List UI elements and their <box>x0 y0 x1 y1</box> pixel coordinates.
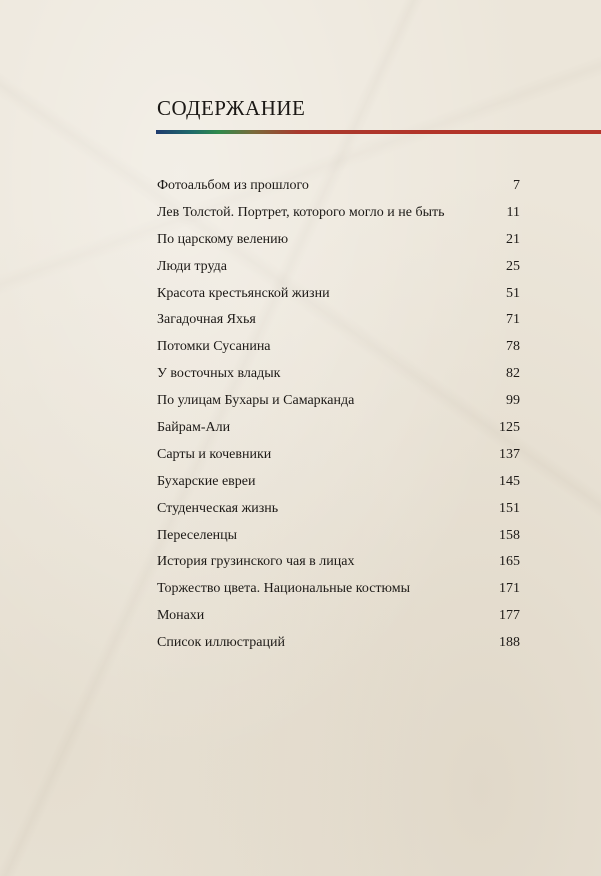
toc-entry-title: Лев Толстой. Портрет, которого могло и не быть <box>157 204 445 220</box>
toc-entry-title: Красота крестьянской жизни <box>157 285 330 301</box>
toc-entry[interactable] <box>157 203 520 230</box>
toc-entry-page: 71 <box>506 312 520 328</box>
toc-entry-title: Переселенцы <box>157 527 238 543</box>
toc-entry-page: 125 <box>499 420 520 436</box>
toc-entry-page: 188 <box>499 635 520 651</box>
toc-entry-page: 137 <box>499 446 520 462</box>
toc-entry-page: 165 <box>499 554 520 570</box>
toc-entry-title: Торжество цвета. Национальные костюмы <box>157 581 411 597</box>
toc-entry[interactable] <box>157 337 520 364</box>
toc-entry-page: 82 <box>506 366 520 382</box>
toc-entry-title: Бухарские евреи <box>157 473 256 489</box>
toc-entry[interactable] <box>157 418 520 445</box>
toc-entry-title: Байрам-Али <box>157 420 231 436</box>
toc-entry[interactable] <box>157 445 520 472</box>
toc-entry-page: 7 <box>513 178 520 193</box>
toc-entry-page: 171 <box>499 581 520 597</box>
toc-entry-title: Студенческая жизнь <box>157 500 279 516</box>
toc-entry[interactable] <box>157 176 520 203</box>
toc-entry-page: 145 <box>499 473 520 489</box>
toc-entry-page: 21 <box>506 231 520 247</box>
toc-entry[interactable] <box>157 472 520 499</box>
toc-entry-page: 158 <box>499 527 520 543</box>
toc-entry-page: 99 <box>506 393 520 409</box>
toc-entry[interactable] <box>157 526 520 553</box>
toc-entry-title: По царскому велению <box>157 231 289 247</box>
page-title: СОДЕРЖАНИЕ <box>157 96 306 120</box>
toc-entry[interactable] <box>157 606 520 633</box>
toc-entry[interactable] <box>157 364 520 391</box>
toc-entry-title: Люди труда <box>157 258 227 274</box>
toc-entry-page: 78 <box>506 339 520 355</box>
toc-entry[interactable] <box>157 552 520 579</box>
toc-entry-page: 25 <box>506 258 520 274</box>
toc-entry-page: 151 <box>499 500 520 516</box>
toc-entry-page: 51 <box>506 285 520 301</box>
toc-entry-title: Загадочная Яхья <box>157 312 256 328</box>
toc-entry-title: Потомки Сусанина <box>157 339 271 355</box>
toc-entry[interactable] <box>157 310 520 337</box>
toc-entry-title: По улицам Бухары и Самарканда <box>157 393 355 409</box>
toc-entry-title: Список иллюстраций <box>157 635 285 651</box>
toc-entry-title: У восточных владык <box>157 366 281 382</box>
toc-entry[interactable] <box>157 391 520 418</box>
toc-entry-page: 177 <box>499 608 520 624</box>
toc-entry[interactable] <box>157 633 520 660</box>
toc-entry-title: Сарты и кочевники <box>157 446 272 462</box>
title-underline <box>156 130 601 134</box>
toc-entry[interactable] <box>157 579 520 606</box>
toc-entry-title: Фотоальбом из прошлого <box>157 178 309 193</box>
toc-entry-page: 11 <box>506 204 520 220</box>
toc-entry[interactable] <box>157 230 520 257</box>
toc-entry[interactable] <box>157 499 520 526</box>
toc-entry-title: Монахи <box>157 608 205 624</box>
toc-entry-title: История грузинского чая в лицах <box>157 554 355 570</box>
table-of-contents <box>157 176 520 660</box>
toc-entry[interactable] <box>157 257 520 284</box>
toc-entry[interactable] <box>157 284 520 311</box>
